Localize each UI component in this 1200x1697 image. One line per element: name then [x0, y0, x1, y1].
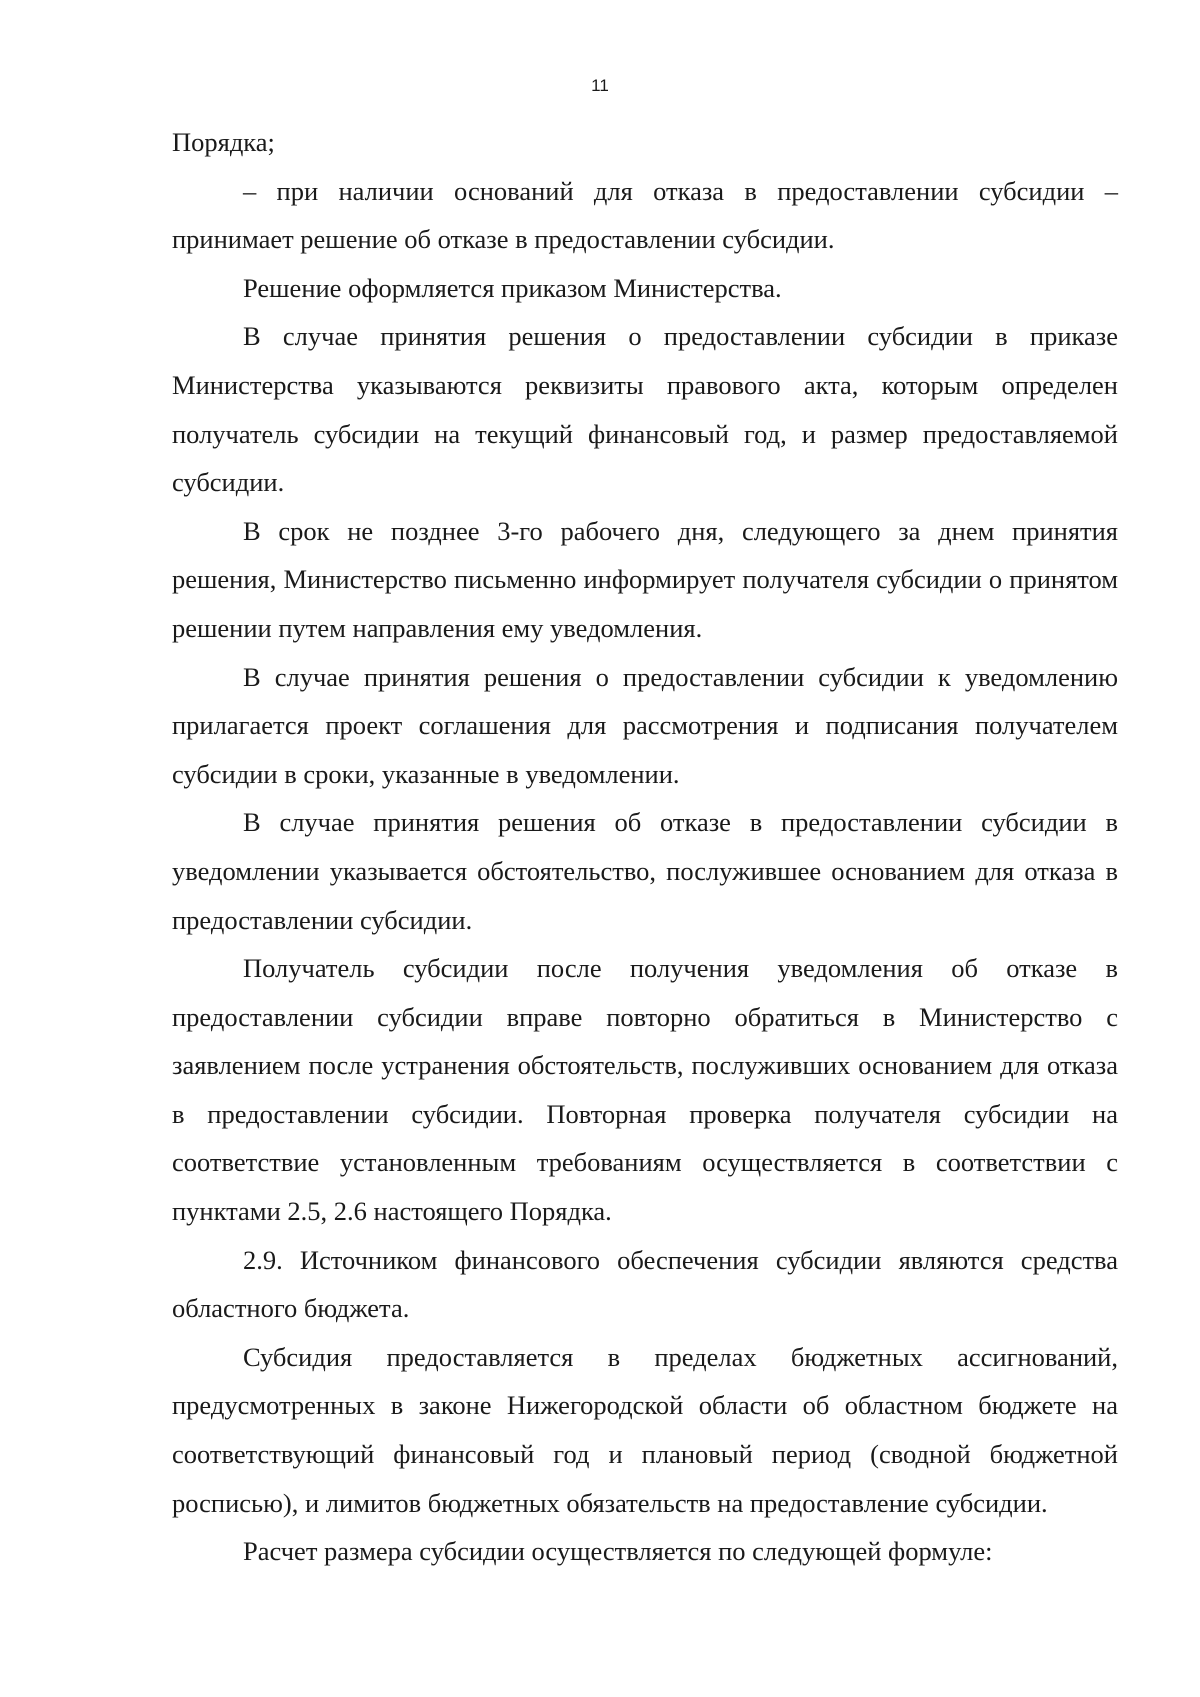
document-body	[172, 118, 1118, 1576]
paragraph-refusal-notice: В случае принятия решения об отказе в предоставлении субсидии в уведомлении указывается обстоятельство, послужившее основанием для отказа в предоставлении субсидии.	[172, 807, 1118, 935]
paragraph-agreement-draft: В случае принятия решения о предоставлении субсидии к уведомлению прилагается проект соглашения для рассмотрения и подписания получателем субсидии в сроки, указанные в уведомлении.	[172, 661, 1118, 789]
paragraph-decision-order: Решение оформляется приказом Министерства.	[243, 272, 782, 303]
paragraph-refusal-decision: – при наличии оснований для отказа в предоставлении субсидии – принимает решение об отказе в предоставлении субсидии.	[172, 175, 1118, 255]
paragraph-funding-source: 2.9. Источником финансового обеспечения субсидии являются средства областного бюджета.	[172, 1244, 1118, 1324]
paragraph-notification-deadline: В срок не позднее 3-го рабочего дня, следующего за днем принятия решения, Министерство письменно информирует получателя субсидии о принятом решении путем направления ему уведомления.	[172, 515, 1118, 643]
paragraph-budget-limits: Субсидия предоставляется в пределах бюджетных ассигнований, предусмотренных в законе Нижегородской области об областном бюджете на соответствующий финансовый год и плановый период (сводной бюджетной росписью), и лимитов бюджетных обязательств на предоставление субсидии.	[172, 1341, 1118, 1518]
paragraph-continuation: Порядка;	[172, 127, 275, 157]
paragraph-grant-order-details: В случае принятия решения о предоставлении субсидии в приказе Министерства указываются реквизиты правового акта, которым определен получатель субсидии на текущий финансовый год, и размер предоставляемой субсидии.	[172, 321, 1118, 498]
paragraph-reapplication: Получатель субсидии после получения уведомления об отказе в предоставлении субсидии вправе повторно обратиться в Министерство с заявлением после устранения обстоятельств, послуживших основанием для отказа в предоставлении субсидии. Повторная проверка получателя субсидии на соответствие установленным требованиям осуществляется в соответствии с пунктами 2.5, 2.6 настоящего Порядка.	[172, 953, 1118, 1227]
paragraph-formula-intro: Расчет размера субсидии осуществляется по следующей формуле:	[243, 1536, 993, 1567]
page-number: 11	[591, 76, 609, 95]
